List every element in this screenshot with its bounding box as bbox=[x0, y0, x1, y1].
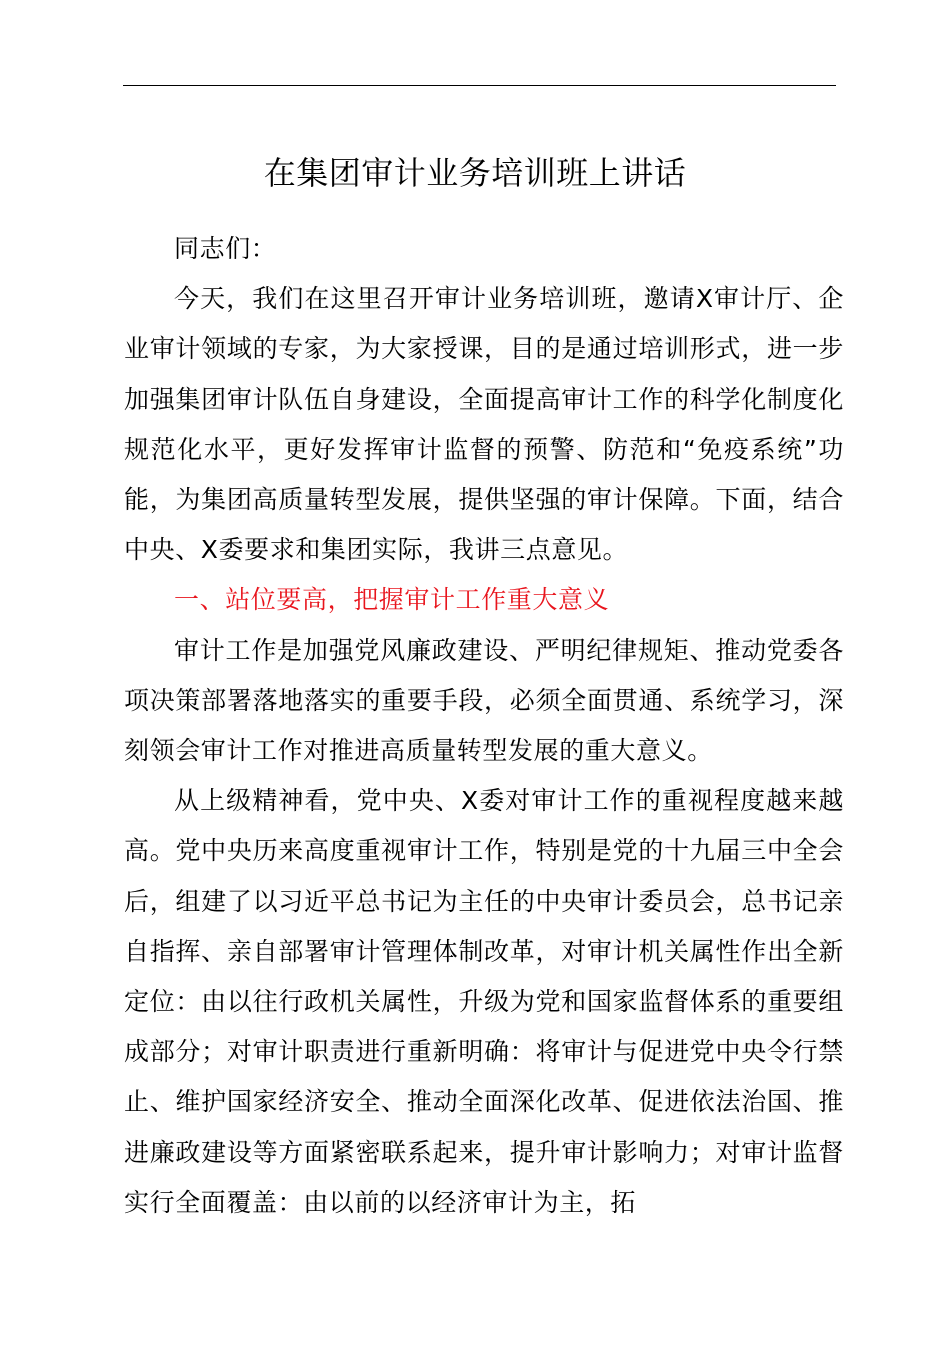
document-body bbox=[124, 224, 844, 1228]
paragraph-superior-spirit: 从上级精神看，党中央、X委对审计工作的重视程度越来越高。党中央历来高度重视审计工作，特别是党的十九届三中全会后，组建了以习近平总书记为主任的中央审计委员会，总书记亲自指挥、亲自部署审计管理体制改革，对审计机关属性作出全新定位：由以往行政机关属性，升级为党和国家监督体系的重要组成部分；对审计职责进行重新明确：将审计与促进党中央令行禁止、维护国家经济安全、推动全面深化改革、促进依法治国、推进廉政建设等方面紧密联系起来，提升审计影响力；对审计监督实行全面覆盖：由以前的以经济审计为主，拓 bbox=[124, 786, 844, 1217]
section-heading-1: 一、站位要高，把握审计工作重大意义 bbox=[174, 585, 610, 615]
salutation: 同志们： bbox=[174, 234, 277, 263]
document-title: 在集团审计业务培训班上讲话 bbox=[263, 154, 687, 192]
paragraph-significance: 审计工作是加强党风廉政建设、严明纪律规矩、推动党委各项决策部署落地落实的重要手段，必须全面贯通、系统学习，深刻领会审计工作对推进高质量转型发展的重大意义。 bbox=[124, 635, 844, 766]
header-rule bbox=[123, 85, 836, 86]
paragraph-intro: 今天，我们在这里召开审计业务培训班，邀请X审计厅、企业审计领域的专家，为大家授课，目的是通过培训形式，进一步加强集团审计队伍自身建设，全面提高审计工作的科学化制度化规范化水平，更好发挥审计监督的预警、防范和“免疫系统”功能，为集团高质量转型发展，提供坚强的审计保障。下面，结合中央、X委要求和集团实际，我讲三点意见。 bbox=[124, 284, 844, 565]
